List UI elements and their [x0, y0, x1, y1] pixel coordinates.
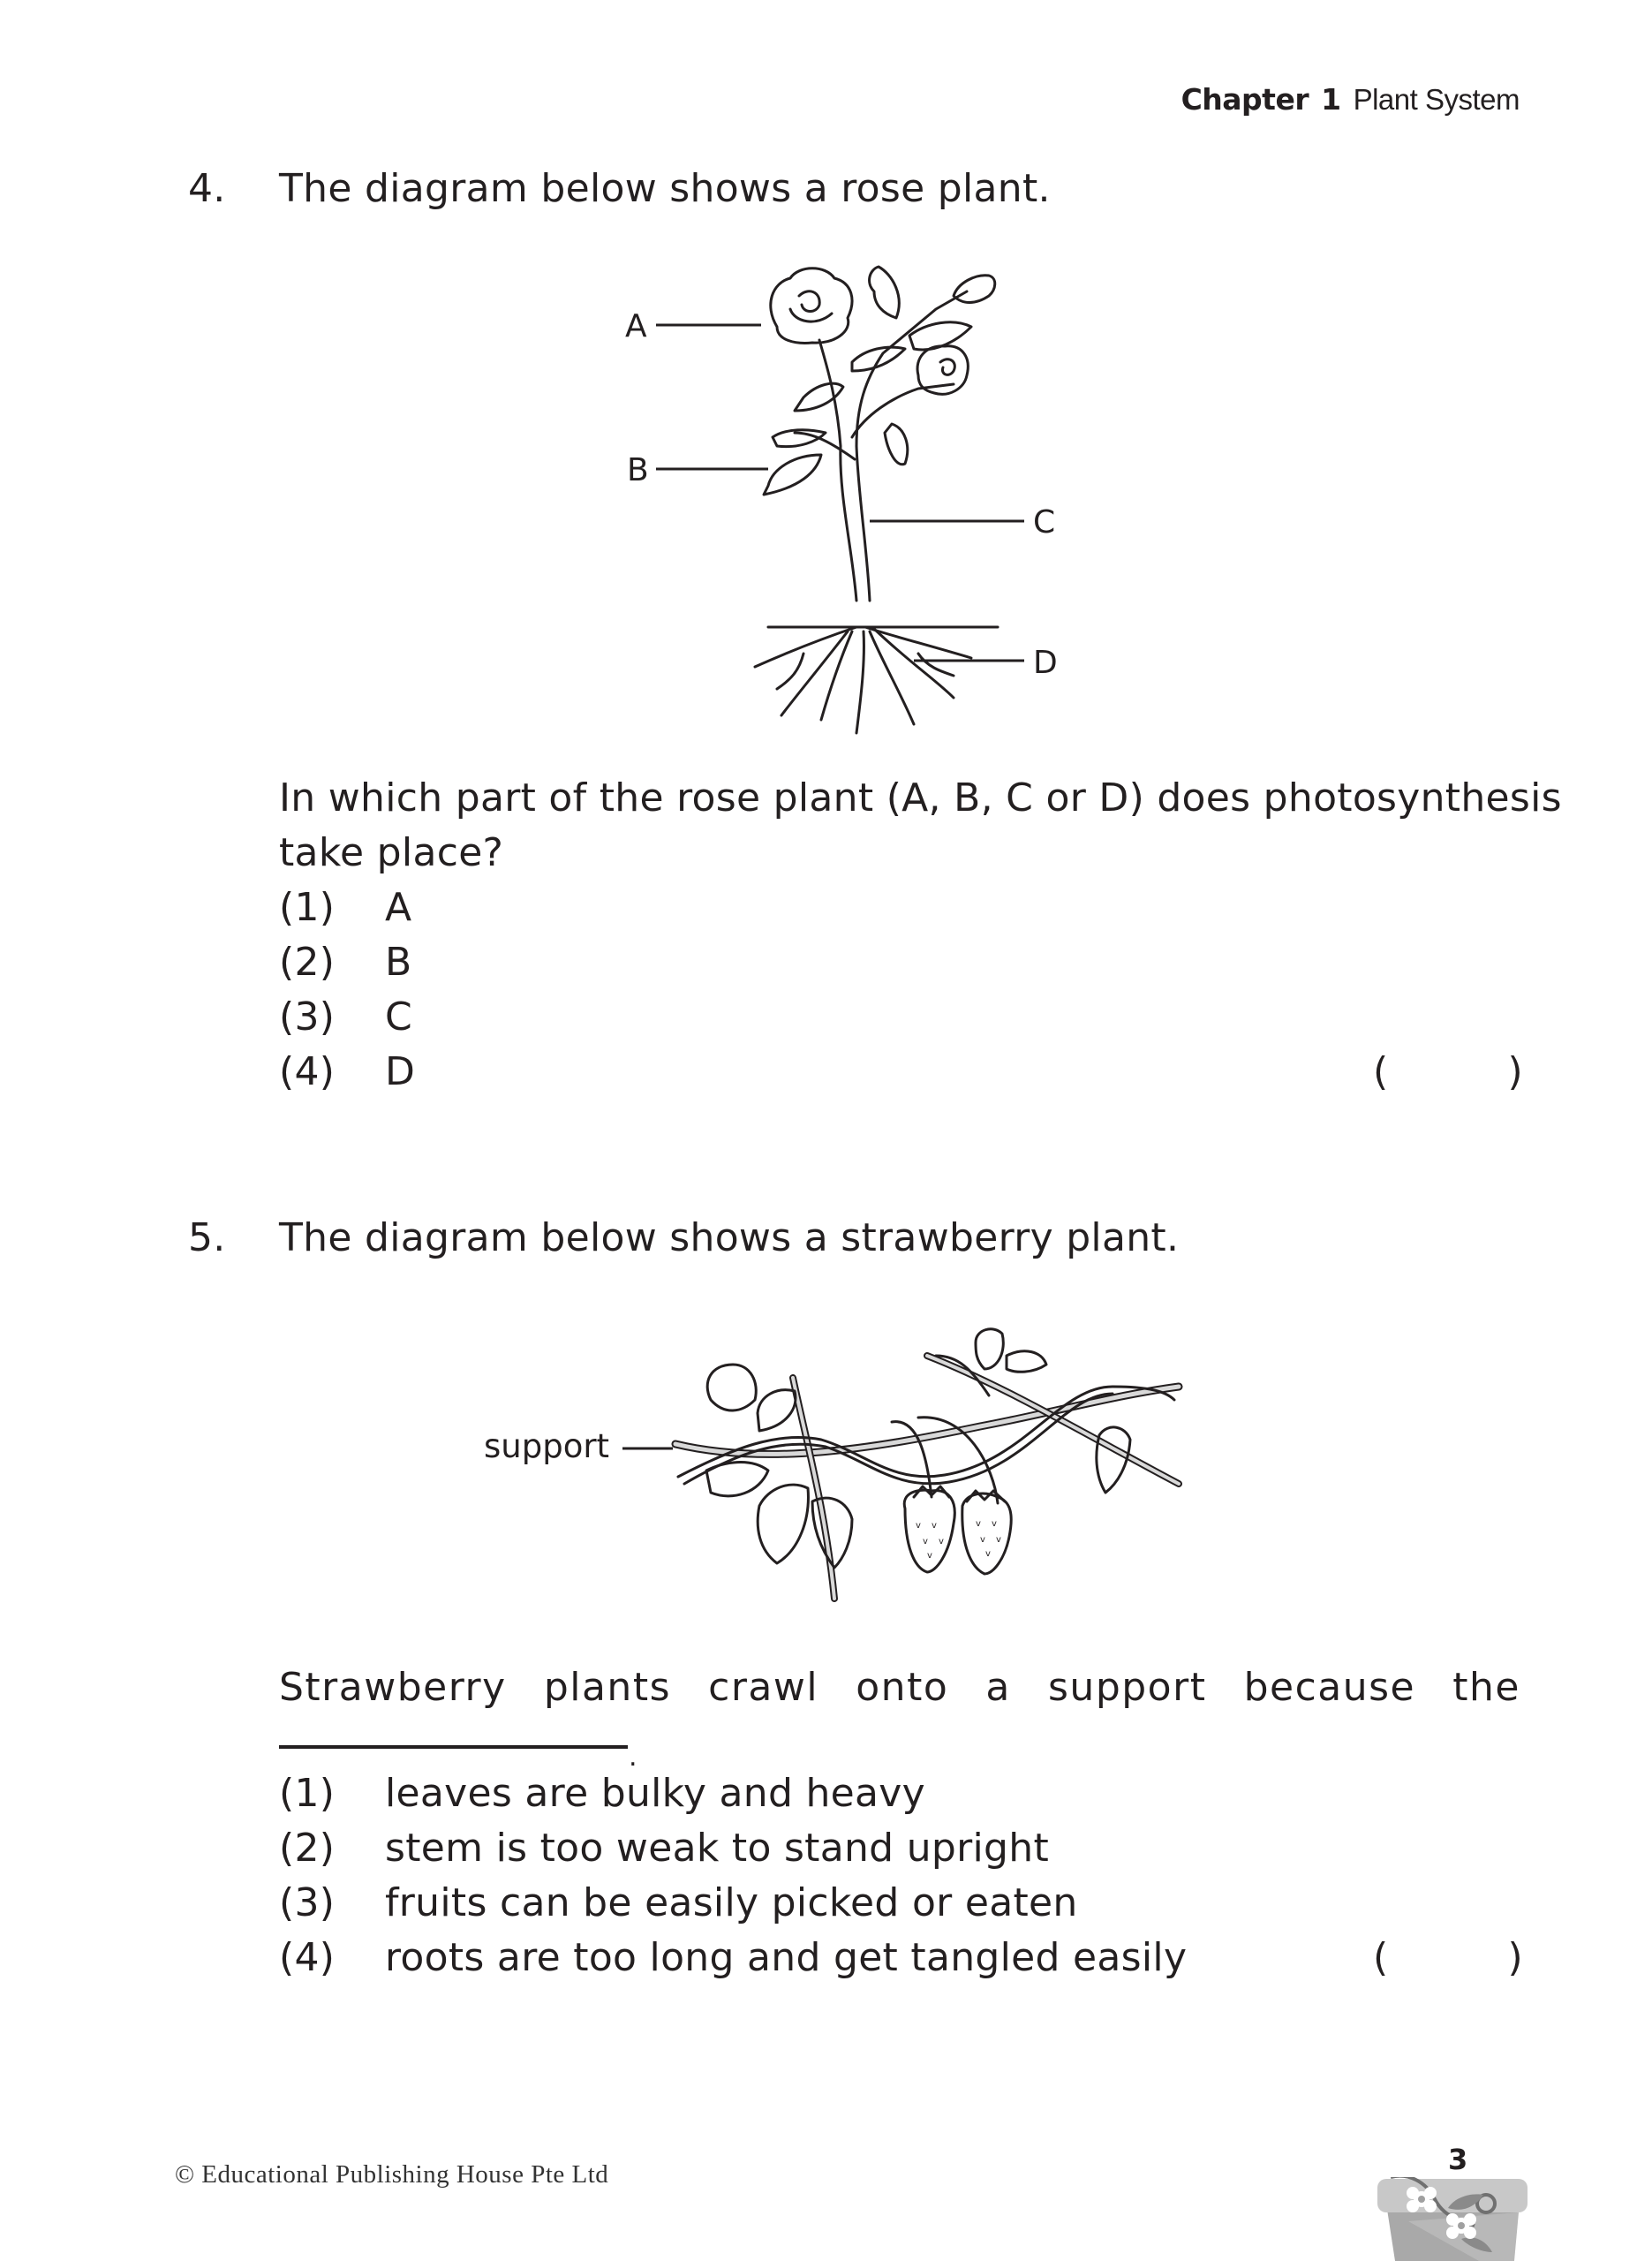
rose-flower-a: [771, 268, 852, 344]
seed-mark: v: [996, 1535, 1001, 1545]
option-text: C: [385, 994, 413, 1040]
question-4-prompt-line-1: In which part of the rose plant (A, B, C or D) does photosynthesis: [279, 775, 1562, 820]
seed-mark: v: [980, 1535, 985, 1545]
strawberry-leaf: [1097, 1427, 1130, 1493]
seed-mark: v: [976, 1519, 981, 1529]
blank-period: .: [629, 1742, 637, 1773]
strawberry-leaf: [758, 1390, 796, 1431]
option-text: B: [385, 940, 412, 985]
option-text: roots are too long and get tangled easily: [385, 1935, 1188, 1980]
question-4-prompt-line-2: take place?: [279, 830, 504, 875]
label-a: A: [625, 308, 647, 344]
question-4-stem: The diagram below shows a rose plant.: [279, 166, 1051, 211]
strawberry-leaf: [706, 1463, 768, 1496]
option-text: leaves are bulky and heavy: [385, 1771, 925, 1816]
strawberry-plant-diagram: [477, 1316, 1245, 1607]
strawberry-fruit: [962, 1493, 1011, 1574]
seed-mark: v: [927, 1551, 932, 1561]
strawberry-leaf: [707, 1365, 756, 1410]
option-number: (2): [279, 1826, 336, 1871]
bracket-close: ): [1507, 1049, 1523, 1094]
rose-leaf: [870, 267, 900, 318]
strawberry-leaf: [1007, 1351, 1046, 1372]
option-number: (3): [279, 994, 336, 1040]
flower-pot-icon: [1373, 2177, 1532, 2261]
option-text: fruits can be easily picked or eaten: [385, 1880, 1078, 1925]
rose-leaf: [764, 455, 821, 495]
seed-mark: v: [916, 1521, 921, 1531]
rose-bud: [954, 276, 995, 303]
rose-leaf: [885, 424, 908, 465]
option-number: (1): [279, 1771, 336, 1816]
strawberry-leaf: [976, 1329, 1003, 1369]
rose-plant-diagram: [600, 256, 1095, 751]
option-number: (4): [279, 1935, 336, 1980]
seed-mark: v: [939, 1537, 944, 1546]
label-c: C: [1033, 504, 1056, 541]
question-5-stem: The diagram below shows a strawberry plant.: [279, 1215, 1180, 1260]
seed-mark: v: [992, 1519, 997, 1529]
question-4-answer-bracket[interactable]: [1373, 1045, 1523, 1100]
option-text: stem is too weak to stand upright: [385, 1826, 1049, 1871]
label-support: support: [484, 1427, 610, 1465]
option-text: D: [385, 1049, 416, 1094]
rose-stem: [819, 340, 856, 601]
bracket-close: ): [1507, 1935, 1523, 1980]
question-5-number: 5.: [188, 1215, 226, 1260]
option-text: A: [385, 885, 412, 930]
strawberry-leaf: [758, 1485, 808, 1563]
rose-roots: [755, 627, 971, 733]
seed-mark: v: [923, 1537, 928, 1546]
question-5-answer-bracket[interactable]: [1373, 1931, 1523, 1985]
running-header: [1181, 82, 1520, 117]
copyright-notice: © Educational Publishing House Pte Ltd: [175, 2160, 609, 2189]
bracket-open: (: [1373, 1049, 1389, 1094]
chapter-number: 1: [1321, 82, 1341, 117]
seed-mark: v: [932, 1521, 937, 1531]
chapter-label: Chapter: [1181, 82, 1309, 117]
question-4-number: 4.: [188, 166, 226, 211]
bracket-open: (: [1373, 1935, 1389, 1980]
chapter-title: Plant System: [1353, 83, 1520, 116]
page-number: 3: [1448, 2143, 1468, 2176]
option-number: (3): [279, 1880, 336, 1925]
question-5-prompt-line-1: Strawberry plants crawl onto a support because the: [279, 1665, 1520, 1710]
option-number: (1): [279, 885, 336, 930]
option-number: (2): [279, 940, 336, 985]
rose-leaf: [909, 322, 971, 350]
seed-mark: v: [985, 1549, 991, 1559]
option-number: (4): [279, 1049, 336, 1094]
label-d: D: [1033, 645, 1058, 681]
label-b: B: [627, 452, 649, 488]
question-5-answer-blank[interactable]: [279, 1745, 628, 1749]
